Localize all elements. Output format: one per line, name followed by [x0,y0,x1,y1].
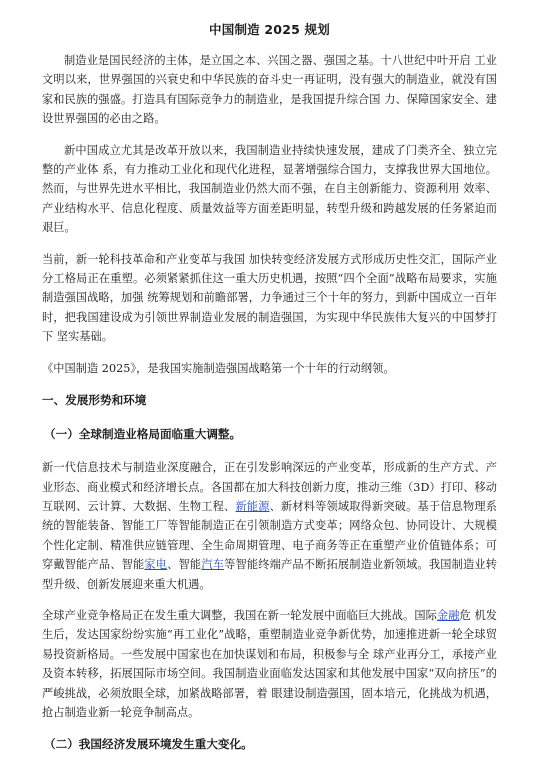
text-span: 危 机发生后，发达国家纷纷实施“再工业化”战略，重塑制造业竞争新优势，加速推进新一轮全球贸易投资新格局。一些发展中国家也在加快谋划和布局，积极参与全 球产业再分工，承接产业及资本转移，拓展国际市场空间。我国制造业面临发达国家和其他发展中国家“双向挤压”的严峻挑战，必须放眼全球，加紧战略部署，着 眼建设制造强国，固本培元，化挑战为机遇，抢占制造业新一轮竞争制高点。 [42,608,497,719]
text-span: 、新材料等领域取得新突破。基于信息物理系统的智能装备、智能工厂等智能制造正在引领制造方式变革；网络众包、协同设计、大规模个性化定制、精准供应链管理、全生命周期管理、电子商务等正在重塑产业价值链体系；可穿戴智能产品、智能 [42,499,497,572]
link-home-appliances[interactable]: 家电 [144,558,168,572]
intro-paragraph-1: 制造业是国民经济的主体，是立国之本、兴国之器、强国之基。十八世纪中叶开启 工业文明以来，世界强国的兴衰史和中华民族的奋斗史一再证明，没有强大的制造业，就没有国家和民族的强盛。打造具有国际竞争力的制造业，是我国提升综合国 力、保障国家安全、建设世界强国的必由之路。 [42,54,497,126]
subsection-heading-2: （二）我国经济发展环境发生重大变化。 [44,737,253,752]
body-paragraph-5 [42,458,497,594]
intro-paragraph-4: 《中国制造 2025》，是我国实施制造强国战略第一个十年的行动纲领。 [42,361,395,375]
document-title: 中国制造 2025 规划 [209,22,330,37]
text-span: 等智能终端产品不断拓展制造业新领域。我国制造业转型升级、创新发展迎来重大机遇。 [42,558,498,591]
subsection-heading-1: （一）全球制造业格局面临重大调整。 [44,427,242,442]
link-finance[interactable]: 金融 [436,608,460,622]
body-paragraph-6 [42,606,497,722]
text-span: 新一代信息技术与制造业深度融合，正在引发影响深远的产业变革，形成新的生产方式、产业形态、商业模式和经济增长点。各国都在加大科技创新力度，推动三维（3D）打印、移动互联网、云计算、大数据、生物工程、 [42,461,497,513]
section-heading-1: 一、发展形势和环境 [42,393,147,408]
text-span: 全球产业竞争格局正在发生重大调整，我国在新一轮发展中面临巨大挑战。国际 [42,608,437,622]
intro-paragraph-3: 当前，新一轮科技革命和产业变革与我国 加快转变经济发展方式形成历史性交汇，国际产业分工格局正在重塑。必须紧紧抓住这一重大历史机遇，按照“四个全面”战略布局要求，实施制造强国战略，加强 统筹规划和前瞻部署，力争通过三个十年的努力，到新中国成立一百年时，把我国建设成为引领世界制造业发展的制造强国，为实现中华民族伟大复兴的中国梦打下 坚实基础。 [42,252,497,344]
intro-paragraph-2: 新中国成立尤其是改革开放以来，我国制造业持续快速发展，建成了门类齐全、独立完整的产业体 系，有力推动工业化和现代化进程，显著增强综合国力，支撑我世界大国地位。然而，与世界先进水平相比，我国制造业仍然大而不强，在自主创新能力、资源利用 效率、产业结构水平、信息化程度、质量效益等方面差距明显，转型升级和跨越发展的任务紧迫而艰巨。 [42,143,497,235]
link-automobile[interactable]: 汽车 [201,558,225,572]
text-span: 、智能 [167,558,202,572]
link-new-energy[interactable]: 新能源 [235,499,270,513]
